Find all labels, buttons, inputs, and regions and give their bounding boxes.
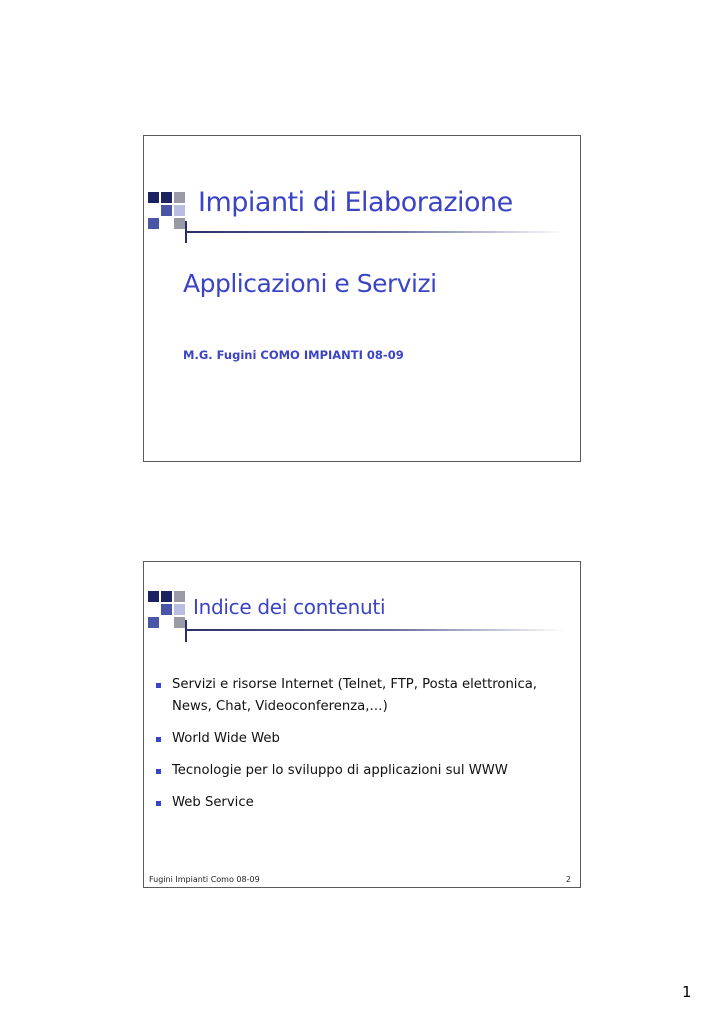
bullet-text: Servizi e risorse Internet (Telnet, FTP, Posta elettronica, News, Chat, Videoconferenza,…) <box>172 677 537 714</box>
bullet-icon <box>156 683 161 688</box>
list-item <box>156 728 576 750</box>
bullet-text: World Wide Web <box>172 731 280 746</box>
slide-author: M.G. Fugini COMO IMPIANTI 08-09 <box>183 348 404 362</box>
list-item <box>156 674 576 718</box>
slide-number: 2 <box>565 875 571 884</box>
bullet-icon <box>156 769 161 774</box>
slide-title: Indice dei contenuti <box>193 595 386 619</box>
title-divider-horizontal <box>185 231 565 233</box>
bullet-text: Tecnologie per lo sviluppo di applicazioni sul WWW <box>172 763 508 778</box>
slide-footer: Fugini Impianti Como 08-09 <box>149 875 260 884</box>
title-divider-horizontal <box>185 629 565 631</box>
list-item <box>156 792 576 814</box>
page-number: 1 <box>682 983 692 1001</box>
bullet-icon <box>156 801 161 806</box>
slide-1 <box>143 135 581 462</box>
slide-logo-icon <box>148 192 198 244</box>
bullet-text: Web Service <box>172 795 254 810</box>
bullet-icon <box>156 737 161 742</box>
bullet-list <box>156 674 576 824</box>
list-item <box>156 760 576 782</box>
slide-logo-icon <box>148 591 198 643</box>
slide-subtitle: Applicazioni e Servizi <box>183 269 437 298</box>
slide-2 <box>143 561 581 888</box>
slide-title: Impianti di Elaborazione <box>198 187 513 218</box>
title-divider-vertical <box>185 620 187 642</box>
